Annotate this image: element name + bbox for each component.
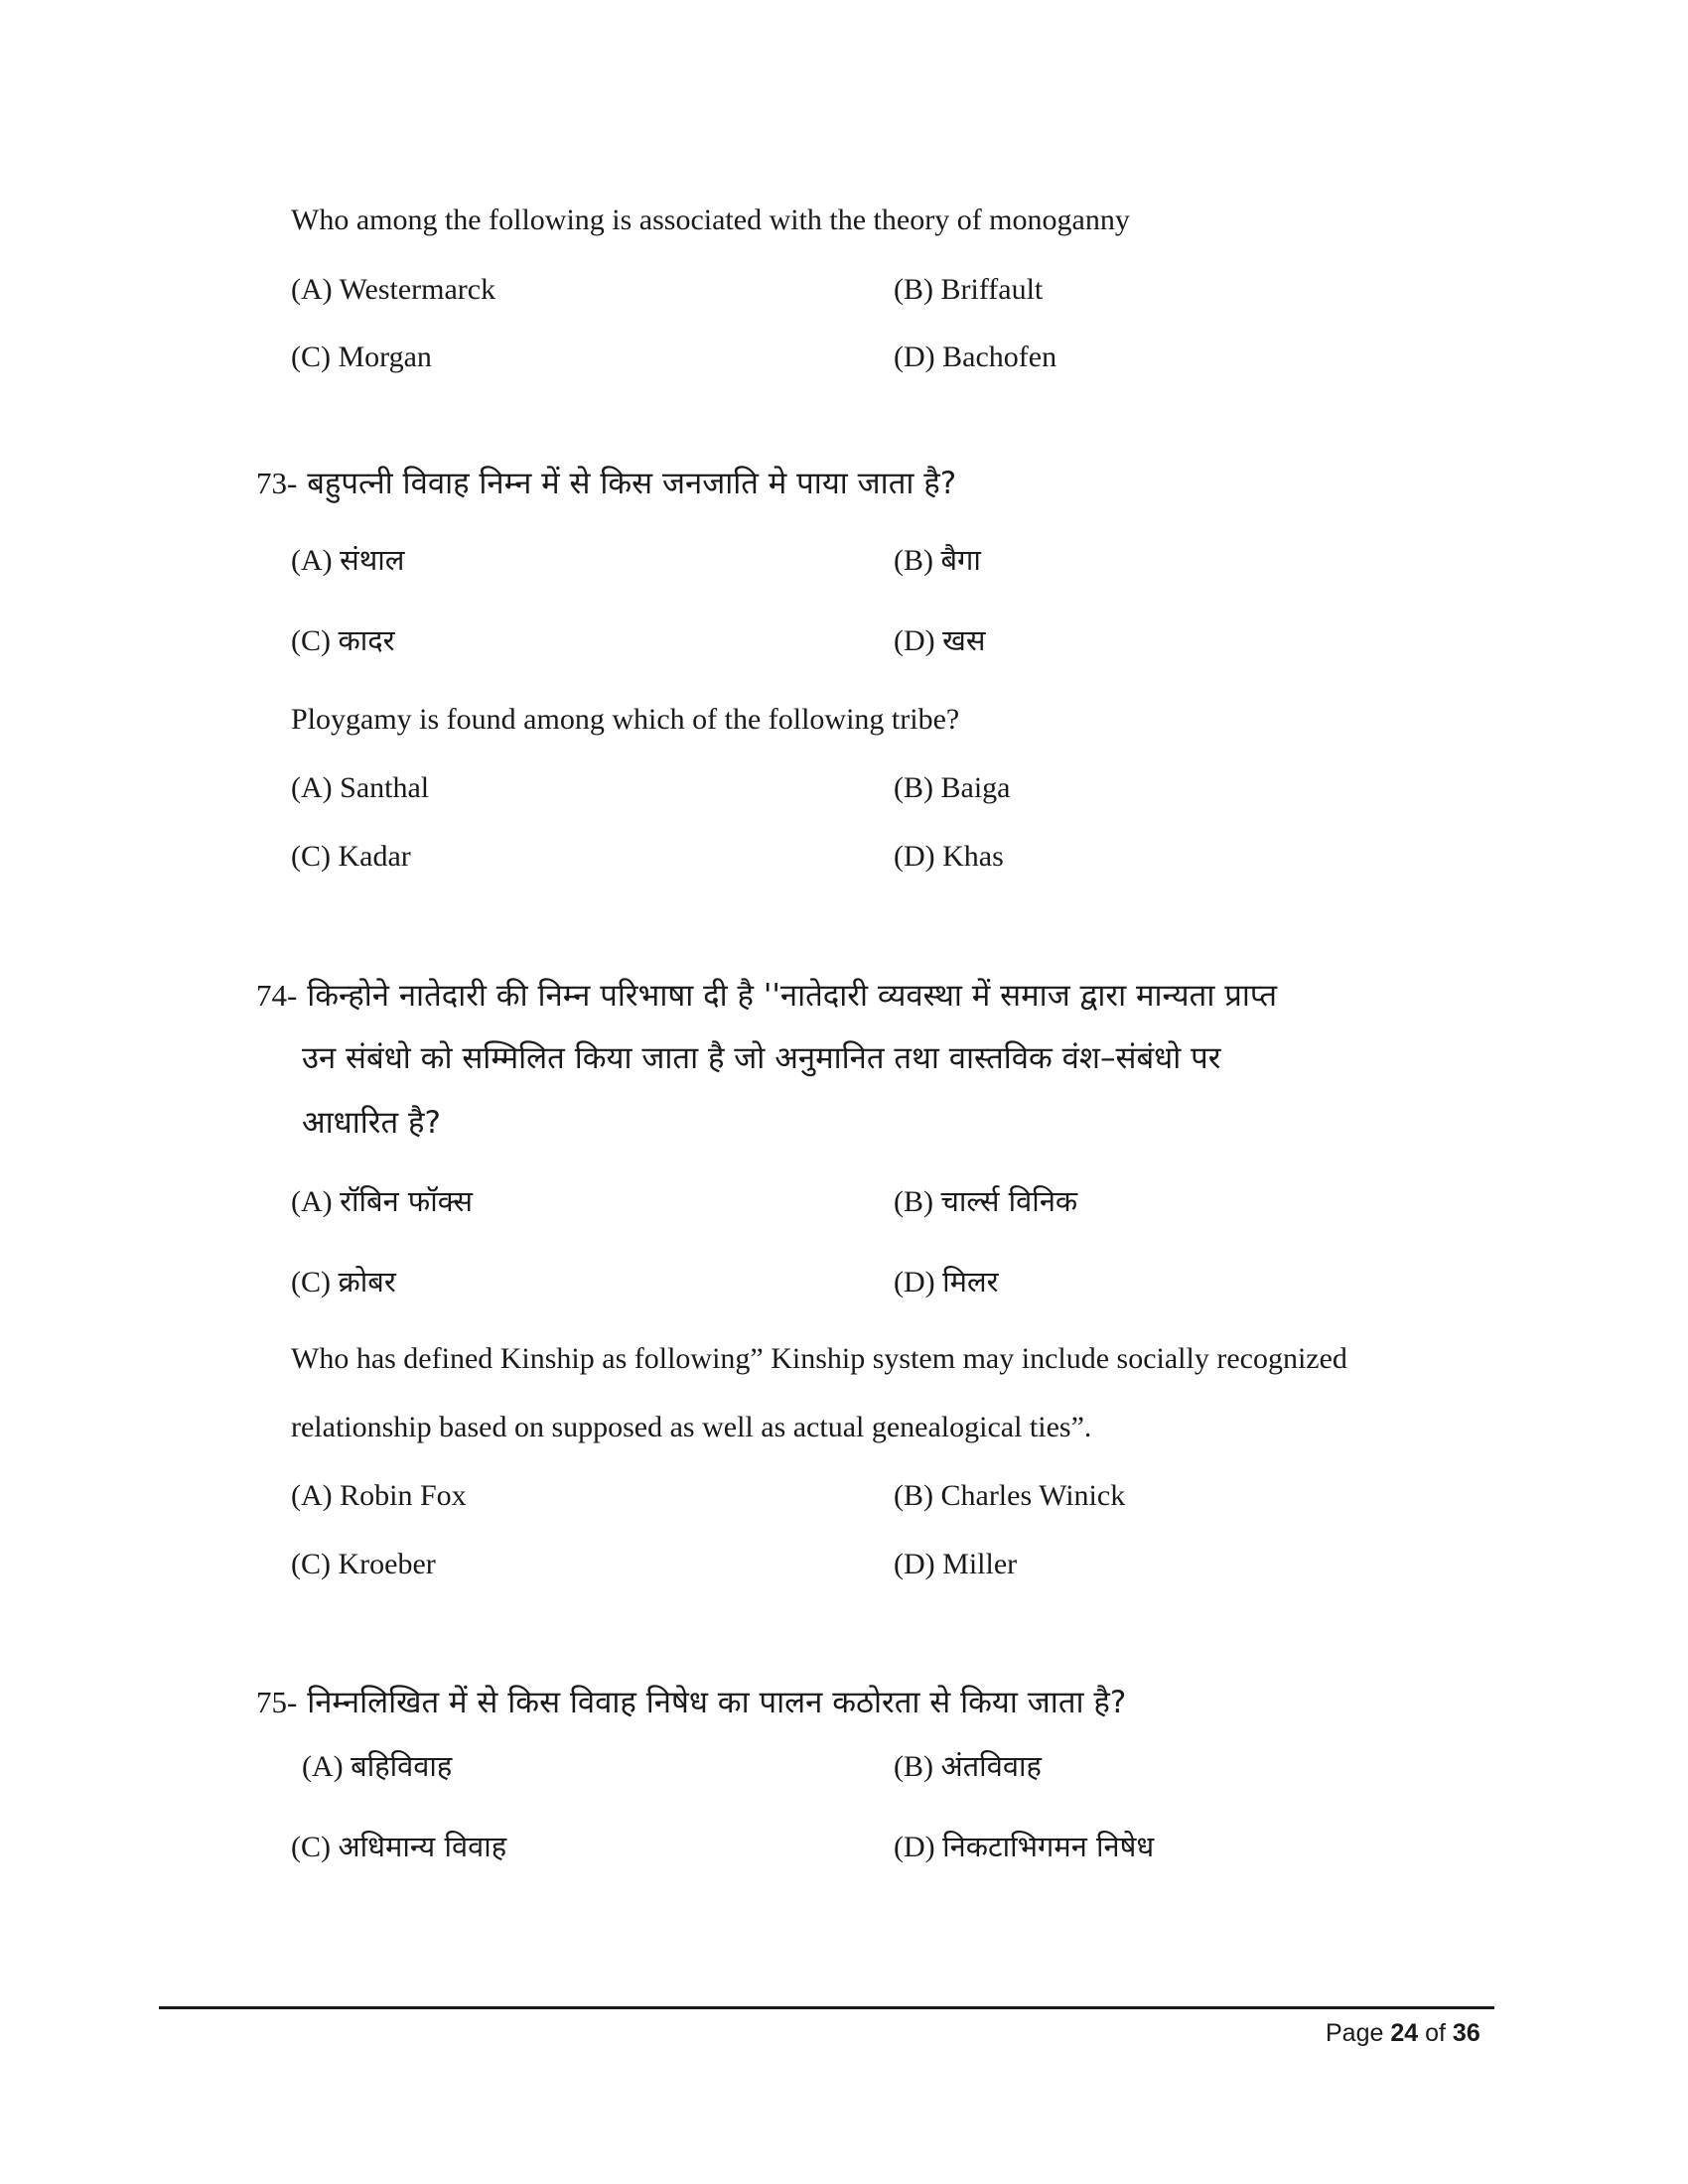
q73-option-a: (A) Santhal (291, 771, 430, 804)
q73-option-d: (D) Khas (894, 840, 1004, 873)
option-text: अधिमान्य विवाह (338, 1830, 507, 1863)
q74-hi-option-c (291, 1260, 396, 1304)
option-label: (D) (894, 1831, 935, 1863)
q74-hi-option-a (291, 1179, 473, 1224)
option-text: मिलर (942, 1265, 999, 1298)
page-number (1326, 2015, 1480, 2051)
q73-hi-option-c (291, 618, 395, 663)
question-74-hindi-line-2: उन संबंधो को सम्मिलित किया जाता है जो अनुमानित तथा वास्तविक वंश–संबंधो पर (302, 1040, 1221, 1076)
option-text: खस (942, 623, 986, 657)
question-number: 74- (256, 978, 298, 1013)
question-74-hindi-line-3: आधारित है? (302, 1105, 441, 1141)
option-text: रॉबिन फॉक्स (340, 1184, 474, 1218)
option-label: (A) (291, 1185, 333, 1218)
option-label: (A) (291, 544, 333, 577)
q74-option-b: (B) Charles Winick (894, 1479, 1126, 1512)
option-label: (C) (291, 624, 331, 657)
q74-hi-option-b (894, 1179, 1077, 1224)
question-text: निम्नलिखित में से किस विवाह निषेध का पालन कठोरता से किया जाता है? (307, 1685, 1127, 1720)
question-74-english-line-2: relationship based on supposed as well as actual genealogical ties”. (291, 1411, 1092, 1443)
question-73-hindi (256, 459, 956, 508)
option-text: कादर (338, 623, 395, 657)
footer-divider (159, 2006, 1494, 2009)
question-72-english: Who among the following is associated with the theory of monoganny (291, 204, 1130, 236)
option-label: (B) (894, 1750, 933, 1783)
q73-hi-option-b (894, 538, 981, 583)
q73-hi-option-d (894, 618, 985, 663)
option-label: (B) (894, 544, 933, 577)
question-73-english: Ploygamy is found among which of the following tribe? (291, 703, 960, 736)
option-text: अंतविवाह (940, 1749, 1042, 1783)
q73-option-b: (B) Baiga (894, 771, 1011, 804)
question-74-hindi (256, 971, 1277, 1021)
q74-option-a: (A) Robin Fox (291, 1479, 467, 1512)
q72-option-c: (C) Morgan (291, 341, 432, 373)
option-text: बहिविवाह (351, 1749, 453, 1783)
question-74-english-line-1: Who has defined Kinship as following” Kinship system may include socially recognized (291, 1342, 1347, 1375)
q75-hi-option-d (894, 1825, 1154, 1869)
q72-option-a: (A) Westermarck (291, 273, 496, 306)
question-number: 73- (256, 466, 298, 500)
option-label: (C) (291, 1266, 331, 1298)
option-text: चार्ल्स विनिक (940, 1184, 1078, 1218)
q74-option-c: (C) Kroeber (291, 1548, 436, 1580)
option-text: बैगा (940, 543, 981, 577)
q72-option-b: (B) Briffault (894, 273, 1044, 306)
option-label: (D) (894, 1266, 935, 1298)
option-label: (B) (894, 1185, 933, 1218)
q74-option-d: (D) Miller (894, 1548, 1018, 1580)
option-text: निकटाभिगमन निषेध (942, 1830, 1155, 1863)
q75-hi-option-c (291, 1825, 506, 1869)
question-75-hindi (256, 1678, 1126, 1727)
q75-hi-option-b (894, 1744, 1042, 1789)
question-text: बहुपत्नी विवाह निम्न में से किस जनजाति मे पाया जाता है? (307, 466, 957, 501)
current-page: 24 (1390, 2019, 1419, 2047)
page-word: Page (1326, 2019, 1384, 2047)
total-pages: 36 (1452, 2019, 1480, 2047)
option-text: क्रोबर (338, 1265, 396, 1298)
q74-hi-option-d (894, 1260, 999, 1304)
question-text-line-1: किन्होने नातेदारी की निम्न परिभाषा दी है ''नातेदारी व्यवस्था में समाज द्वारा मान्यता प्राप्त (307, 978, 1278, 1014)
q73-option-c: (C) Kadar (291, 840, 411, 873)
option-label: (A) (302, 1750, 344, 1783)
option-label: (C) (291, 1831, 331, 1863)
option-label: (D) (894, 624, 935, 657)
q73-hi-option-a (291, 538, 404, 583)
q75-hi-option-a (302, 1744, 452, 1789)
q72-option-d: (D) Bachofen (894, 341, 1057, 373)
question-number: 75- (256, 1685, 298, 1719)
of-word: of (1425, 2019, 1446, 2047)
option-text: संथाल (340, 543, 405, 577)
